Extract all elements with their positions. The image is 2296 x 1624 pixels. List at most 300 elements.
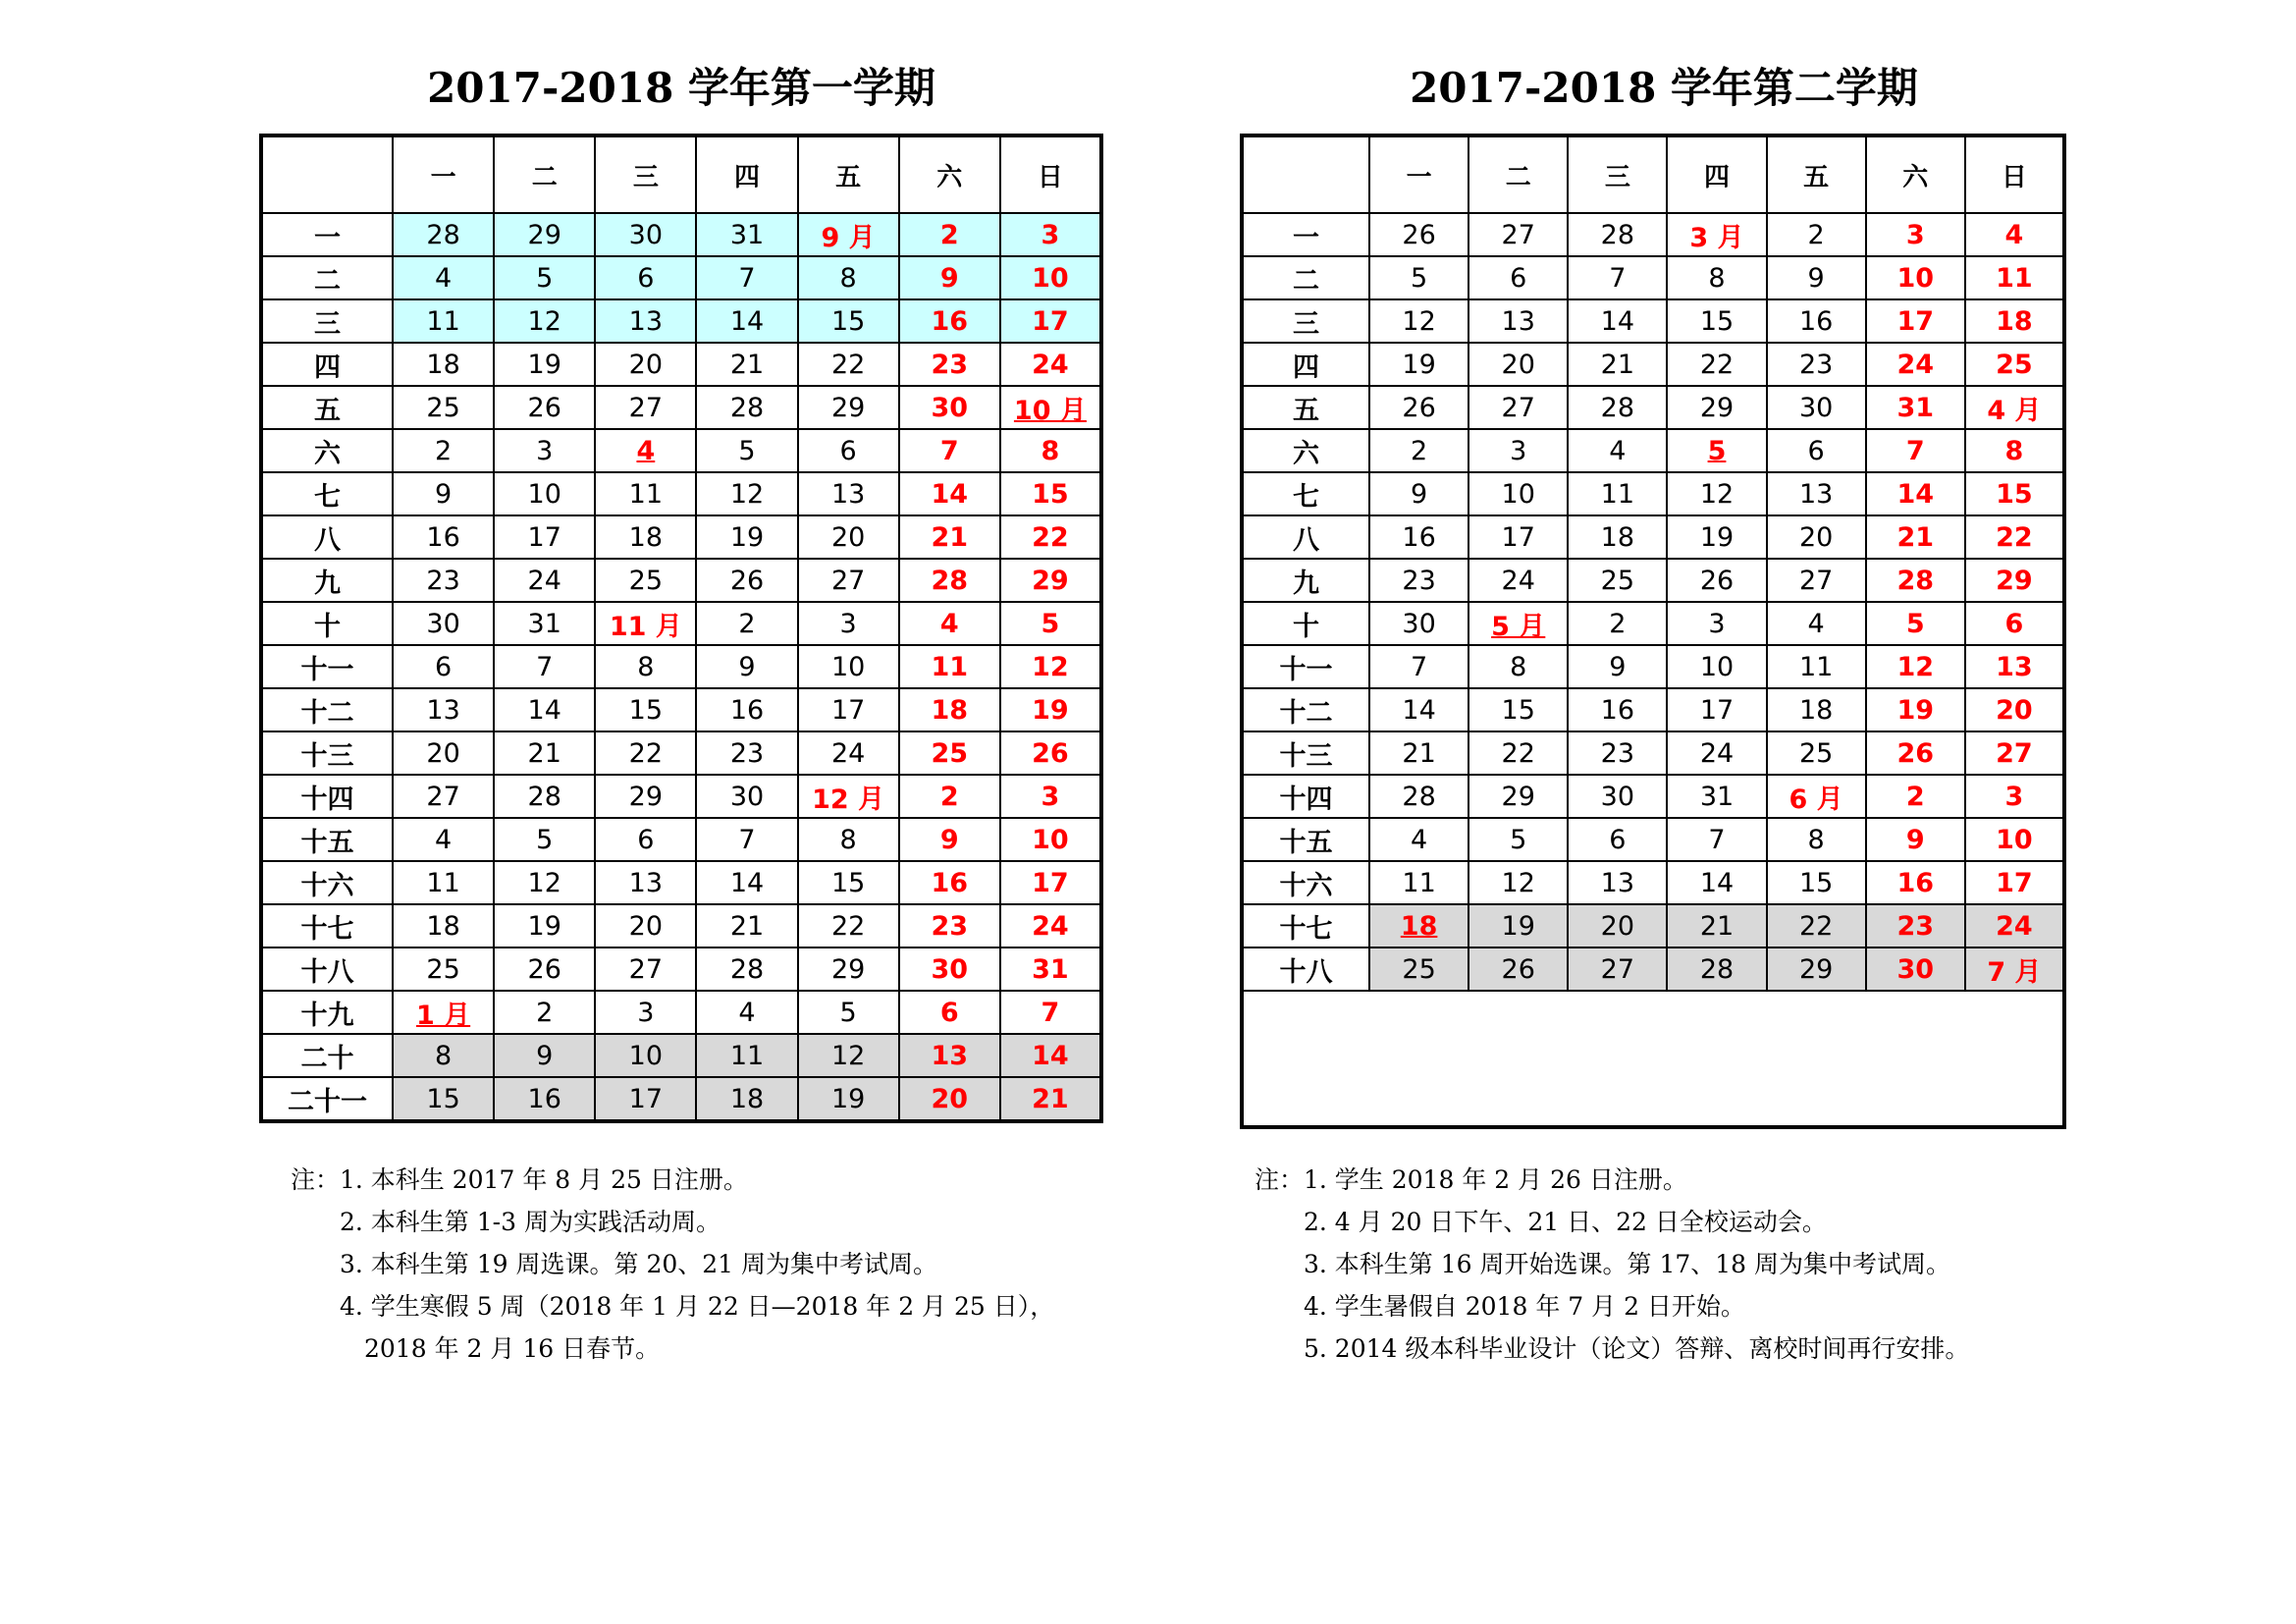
date-cell: 30 <box>1568 775 1667 818</box>
date-cell: 13 <box>1965 645 2064 688</box>
date-cell: 12 <box>696 472 797 515</box>
date-cell: 8 <box>798 256 899 299</box>
date-cell: 10 <box>494 472 595 515</box>
semester2-title: 2017-2018 学年第二学期 <box>1410 64 1918 112</box>
date-cell: 16 <box>696 688 797 731</box>
date-cell: 14 <box>1667 861 1766 904</box>
date-cell: 11 <box>1369 861 1468 904</box>
date-cell: 11 <box>1568 472 1667 515</box>
date-cell: 17 <box>1965 861 2064 904</box>
date-cell: 1 月 <box>393 991 494 1034</box>
date-cell: 30 <box>595 213 696 256</box>
date-cell: 16 <box>1369 515 1468 559</box>
date-cell: 16 <box>494 1077 595 1121</box>
date-cell: 25 <box>595 559 696 602</box>
date-cell: 20 <box>899 1077 1000 1121</box>
date-cell: 29 <box>1965 559 2064 602</box>
week-number-cell: 二十一 <box>261 1077 393 1121</box>
date-cell: 11 <box>1767 645 1866 688</box>
date-cell: 10 <box>1866 256 1965 299</box>
date-cell: 22 <box>798 904 899 947</box>
weekday-header: 四 <box>696 135 797 213</box>
date-cell: 22 <box>798 343 899 386</box>
date-cell: 12 <box>1468 861 1568 904</box>
date-cell: 27 <box>595 947 696 991</box>
date-cell: 8 <box>595 645 696 688</box>
date-cell: 21 <box>899 515 1000 559</box>
date-cell: 2 <box>696 602 797 645</box>
date-cell: 2 <box>494 991 595 1034</box>
date-cell: 25 <box>1568 559 1667 602</box>
date-cell: 16 <box>899 861 1000 904</box>
date-cell: 28 <box>899 559 1000 602</box>
date-cell: 5 <box>1369 256 1468 299</box>
date-cell: 3 <box>1000 213 1101 256</box>
date-cell: 19 <box>1000 688 1101 731</box>
week-row <box>1242 213 2064 256</box>
date-cell: 4 <box>1767 602 1866 645</box>
week-row <box>1242 299 2064 343</box>
week-number-cell: 十六 <box>261 861 393 904</box>
week-number-cell: 七 <box>1242 472 1369 515</box>
week-row <box>1242 559 2064 602</box>
date-cell: 2 <box>1767 213 1866 256</box>
week-row <box>261 1077 1101 1121</box>
date-cell: 11 <box>393 299 494 343</box>
week-number-cell: 六 <box>261 429 393 472</box>
week-row <box>1242 775 2064 818</box>
week-number-cell: 十三 <box>1242 731 1369 775</box>
date-cell: 17 <box>595 1077 696 1121</box>
date-cell: 8 <box>1767 818 1866 861</box>
weekday-header: 五 <box>798 135 899 213</box>
date-cell: 27 <box>1568 947 1667 991</box>
date-cell: 10 <box>595 1034 696 1077</box>
date-cell: 4 <box>1369 818 1468 861</box>
date-cell: 25 <box>1767 731 1866 775</box>
date-cell: 28 <box>1568 213 1667 256</box>
date-cell: 6 月 <box>1767 775 1866 818</box>
week-row <box>1242 256 2064 299</box>
week-number-cell: 十 <box>261 602 393 645</box>
date-cell: 25 <box>1965 343 2064 386</box>
week-number-cell: 十三 <box>261 731 393 775</box>
date-cell: 14 <box>494 688 595 731</box>
date-cell: 2 <box>393 429 494 472</box>
date-cell: 10 月 <box>1000 386 1101 429</box>
date-cell: 24 <box>1866 343 1965 386</box>
date-cell: 6 <box>798 429 899 472</box>
week-number-cell: 五 <box>1242 386 1369 429</box>
date-cell: 15 <box>1767 861 1866 904</box>
date-cell: 9 <box>1767 256 1866 299</box>
date-cell: 14 <box>899 472 1000 515</box>
date-cell: 24 <box>1000 343 1101 386</box>
date-cell: 28 <box>393 213 494 256</box>
week-number-cell: 十四 <box>261 775 393 818</box>
date-cell: 23 <box>899 904 1000 947</box>
date-cell: 7 <box>494 645 595 688</box>
week-number-cell: 十四 <box>1242 775 1369 818</box>
date-cell: 20 <box>1568 904 1667 947</box>
date-cell: 2 <box>1369 429 1468 472</box>
date-cell: 26 <box>1369 213 1468 256</box>
week-row <box>261 515 1101 559</box>
date-cell: 10 <box>1667 645 1766 688</box>
date-cell: 4 <box>1568 429 1667 472</box>
date-cell: 4 <box>1965 213 2064 256</box>
date-cell: 26 <box>1667 559 1766 602</box>
date-cell: 21 <box>1866 515 1965 559</box>
date-cell: 19 <box>696 515 797 559</box>
date-cell: 23 <box>899 343 1000 386</box>
date-cell: 4 月 <box>1965 386 2064 429</box>
date-cell: 5 <box>1468 818 1568 861</box>
date-cell: 2 <box>1866 775 1965 818</box>
date-cell: 17 <box>798 688 899 731</box>
date-cell: 27 <box>1468 213 1568 256</box>
date-cell: 30 <box>899 386 1000 429</box>
date-cell: 9 <box>899 818 1000 861</box>
date-cell: 18 <box>1965 299 2064 343</box>
date-cell: 20 <box>1767 515 1866 559</box>
date-cell: 21 <box>1369 731 1468 775</box>
date-cell: 27 <box>1767 559 1866 602</box>
semester2-notes <box>1255 1159 1969 1370</box>
date-cell: 26 <box>1866 731 1965 775</box>
week-number-cell: 三 <box>261 299 393 343</box>
date-cell: 29 <box>1667 386 1766 429</box>
date-cell: 8 <box>1000 429 1101 472</box>
date-cell: 14 <box>696 299 797 343</box>
date-cell: 14 <box>1000 1034 1101 1077</box>
date-cell: 22 <box>595 731 696 775</box>
date-cell: 11 <box>595 472 696 515</box>
date-cell: 15 <box>798 861 899 904</box>
date-cell: 8 <box>1667 256 1766 299</box>
week-number-cell: 十二 <box>1242 688 1369 731</box>
date-cell: 21 <box>1568 343 1667 386</box>
week-row <box>261 213 1101 256</box>
weekday-header: 六 <box>1866 135 1965 213</box>
week-number-cell: 七 <box>261 472 393 515</box>
note-line: 5. 2014 级本科毕业设计（论文）答辩、离校时间再行安排。 <box>1255 1334 1970 1363</box>
date-cell: 7 <box>696 818 797 861</box>
date-cell: 5 <box>1000 602 1101 645</box>
date-cell: 22 <box>1965 515 2064 559</box>
date-cell: 24 <box>1667 731 1766 775</box>
date-cell: 12 <box>798 1034 899 1077</box>
week-number-cell: 六 <box>1242 429 1369 472</box>
weekday-header: 六 <box>899 135 1000 213</box>
date-cell: 7 月 <box>1965 947 2064 991</box>
date-cell: 9 <box>1369 472 1468 515</box>
date-cell: 14 <box>1568 299 1667 343</box>
date-cell: 18 <box>1767 688 1866 731</box>
date-cell: 28 <box>494 775 595 818</box>
date-cell: 6 <box>1965 602 2064 645</box>
date-cell: 29 <box>595 775 696 818</box>
date-cell: 4 <box>393 256 494 299</box>
date-cell: 20 <box>1468 343 1568 386</box>
date-cell: 28 <box>1866 559 1965 602</box>
date-cell: 10 <box>1000 256 1101 299</box>
week-number-cell: 八 <box>261 515 393 559</box>
date-cell: 3 月 <box>1667 213 1766 256</box>
date-cell: 3 <box>1965 775 2064 818</box>
date-cell: 28 <box>696 947 797 991</box>
date-cell: 9 <box>1866 818 1965 861</box>
date-cell: 6 <box>1767 429 1866 472</box>
date-cell: 19 <box>494 904 595 947</box>
week-row <box>261 1034 1101 1077</box>
date-cell: 29 <box>798 386 899 429</box>
date-cell: 29 <box>1000 559 1101 602</box>
week-row <box>261 429 1101 472</box>
week-row <box>1242 861 2064 904</box>
date-cell: 15 <box>1965 472 2064 515</box>
date-cell: 11 <box>1965 256 2064 299</box>
date-cell: 21 <box>1667 904 1766 947</box>
date-cell: 31 <box>696 213 797 256</box>
date-cell: 9 <box>1568 645 1667 688</box>
date-cell: 31 <box>1667 775 1766 818</box>
date-cell: 8 <box>393 1034 494 1077</box>
week-row <box>1242 429 2064 472</box>
week-number-cell: 二 <box>261 256 393 299</box>
header-row <box>1242 135 2064 213</box>
date-cell: 29 <box>1767 947 1866 991</box>
date-cell: 7 <box>1667 818 1766 861</box>
date-cell: 29 <box>798 947 899 991</box>
date-cell: 16 <box>1767 299 1866 343</box>
date-cell: 26 <box>1000 731 1101 775</box>
date-cell: 28 <box>696 386 797 429</box>
week-row <box>261 947 1101 991</box>
date-cell: 18 <box>1369 904 1468 947</box>
date-cell: 12 <box>1369 299 1468 343</box>
week-number-cell: 二十 <box>261 1034 393 1077</box>
date-cell: 7 <box>899 429 1000 472</box>
date-cell: 10 <box>1468 472 1568 515</box>
date-cell: 12 <box>494 299 595 343</box>
note-line: 3. 本科生第 19 周选课。第 20、21 周为集中考试周。 <box>291 1250 938 1278</box>
date-cell: 3 <box>798 602 899 645</box>
date-cell: 22 <box>1000 515 1101 559</box>
weekday-header: 五 <box>1767 135 1866 213</box>
date-cell: 3 <box>494 429 595 472</box>
date-cell: 9 月 <box>798 213 899 256</box>
week-number-cell: 一 <box>261 213 393 256</box>
date-cell: 14 <box>696 861 797 904</box>
date-cell: 16 <box>1568 688 1667 731</box>
weekday-header: 一 <box>1369 135 1468 213</box>
date-cell: 21 <box>696 343 797 386</box>
date-cell: 12 <box>1866 645 1965 688</box>
date-cell: 9 <box>393 472 494 515</box>
date-cell: 4 <box>696 991 797 1034</box>
date-cell: 15 <box>1468 688 1568 731</box>
date-cell: 13 <box>899 1034 1000 1077</box>
week-number-cell: 十一 <box>1242 645 1369 688</box>
week-row <box>1242 515 2064 559</box>
date-cell: 17 <box>1000 299 1101 343</box>
date-cell: 18 <box>1568 515 1667 559</box>
date-cell: 20 <box>798 515 899 559</box>
week-number-cell: 十八 <box>1242 947 1369 991</box>
date-cell: 23 <box>1568 731 1667 775</box>
date-cell: 27 <box>1965 731 2064 775</box>
date-cell: 30 <box>899 947 1000 991</box>
week-row <box>261 602 1101 645</box>
date-cell: 16 <box>899 299 1000 343</box>
week-number-cell: 十二 <box>261 688 393 731</box>
weekday-header: 日 <box>1965 135 2064 213</box>
week-row <box>1242 386 2064 429</box>
weekday-header: 三 <box>1568 135 1667 213</box>
week-number-cell: 十五 <box>261 818 393 861</box>
date-cell: 30 <box>1767 386 1866 429</box>
date-cell: 6 <box>1468 256 1568 299</box>
date-cell: 4 <box>595 429 696 472</box>
date-cell: 18 <box>595 515 696 559</box>
week-number-cell: 十七 <box>1242 904 1369 947</box>
date-cell: 6 <box>899 991 1000 1034</box>
week-row <box>261 818 1101 861</box>
week-number-cell: 十一 <box>261 645 393 688</box>
date-cell: 20 <box>1965 688 2064 731</box>
week-row <box>1242 904 2064 947</box>
note-line: 注：1. 学生 2018 年 2 月 26 日注册。 <box>1255 1165 1687 1194</box>
note-line: 注：1. 本科生 2017 年 8 月 25 日注册。 <box>291 1165 748 1194</box>
date-cell: 4 <box>899 602 1000 645</box>
date-cell: 22 <box>1468 731 1568 775</box>
date-cell: 6 <box>595 818 696 861</box>
semester2-calendar-table <box>1240 134 2066 1129</box>
date-cell: 8 <box>798 818 899 861</box>
date-cell: 28 <box>1667 947 1766 991</box>
week-row <box>1242 343 2064 386</box>
date-cell: 2 <box>899 775 1000 818</box>
weekday-header: 二 <box>494 135 595 213</box>
week-row <box>261 731 1101 775</box>
date-cell: 29 <box>494 213 595 256</box>
date-cell: 28 <box>1369 775 1468 818</box>
date-cell: 3 <box>1000 775 1101 818</box>
date-cell: 18 <box>696 1077 797 1121</box>
date-cell: 29 <box>1468 775 1568 818</box>
date-cell: 12 <box>1000 645 1101 688</box>
date-cell: 3 <box>1667 602 1766 645</box>
date-cell: 26 <box>494 386 595 429</box>
date-cell: 14 <box>1866 472 1965 515</box>
week-row <box>261 688 1101 731</box>
date-cell: 15 <box>1667 299 1766 343</box>
date-cell: 6 <box>595 256 696 299</box>
date-cell: 30 <box>393 602 494 645</box>
empty-filler-cell <box>1242 991 2064 1127</box>
note-line: 2. 本科生第 1-3 周为实践活动周。 <box>291 1208 721 1236</box>
date-cell: 13 <box>1568 861 1667 904</box>
date-cell: 12 <box>1667 472 1766 515</box>
date-cell: 23 <box>1767 343 1866 386</box>
date-cell: 17 <box>1667 688 1766 731</box>
date-cell: 24 <box>1000 904 1101 947</box>
week-number-cell: 二 <box>1242 256 1369 299</box>
empty-filler-row <box>1242 991 2064 1127</box>
date-cell: 20 <box>595 904 696 947</box>
date-cell: 13 <box>798 472 899 515</box>
date-cell: 25 <box>1369 947 1468 991</box>
semester1-notes <box>291 1159 1054 1370</box>
week-number-cell: 四 <box>1242 343 1369 386</box>
date-cell: 23 <box>696 731 797 775</box>
date-cell: 18 <box>393 904 494 947</box>
date-cell: 23 <box>393 559 494 602</box>
note-line: 4. 学生寒假 5 周（2018 年 1 月 22 日—2018 年 2 月 25 日）， <box>291 1292 1055 1321</box>
date-cell: 21 <box>696 904 797 947</box>
date-cell: 23 <box>1866 904 1965 947</box>
date-cell: 9 <box>494 1034 595 1077</box>
week-row <box>261 559 1101 602</box>
date-cell: 13 <box>393 688 494 731</box>
date-cell: 7 <box>696 256 797 299</box>
date-cell: 7 <box>1568 256 1667 299</box>
date-cell: 31 <box>1866 386 1965 429</box>
week-row <box>261 645 1101 688</box>
date-cell: 15 <box>595 688 696 731</box>
header-row <box>261 135 1101 213</box>
date-cell: 2 <box>899 213 1000 256</box>
week-row <box>1242 602 2064 645</box>
date-cell: 5 <box>1866 602 1965 645</box>
date-cell: 19 <box>1468 904 1568 947</box>
date-cell: 9 <box>899 256 1000 299</box>
week-row <box>1242 947 2064 991</box>
weekday-header: 四 <box>1667 135 1766 213</box>
week-number-cell: 五 <box>261 386 393 429</box>
date-cell: 26 <box>1369 386 1468 429</box>
week-row <box>1242 818 2064 861</box>
date-cell: 19 <box>1866 688 1965 731</box>
date-cell: 31 <box>494 602 595 645</box>
date-cell: 18 <box>899 688 1000 731</box>
week-number-cell: 三 <box>1242 299 1369 343</box>
date-cell: 30 <box>1369 602 1468 645</box>
header-corner-cell <box>1242 135 1369 213</box>
date-cell: 12 月 <box>798 775 899 818</box>
date-cell: 13 <box>1767 472 1866 515</box>
date-cell: 8 <box>1468 645 1568 688</box>
date-cell: 17 <box>494 515 595 559</box>
note-line: 3. 本科生第 16 周开始选课。第 17、18 周为集中考试周。 <box>1255 1250 1951 1278</box>
date-cell: 21 <box>1000 1077 1101 1121</box>
date-cell: 19 <box>1369 343 1468 386</box>
date-cell: 13 <box>595 299 696 343</box>
date-cell: 5 月 <box>1468 602 1568 645</box>
date-cell: 3 <box>1866 213 1965 256</box>
week-row <box>261 299 1101 343</box>
header-corner-cell <box>261 135 393 213</box>
week-number-cell: 十六 <box>1242 861 1369 904</box>
date-cell: 24 <box>798 731 899 775</box>
date-cell: 24 <box>1965 904 2064 947</box>
date-cell: 17 <box>1866 299 1965 343</box>
week-row <box>261 386 1101 429</box>
date-cell: 6 <box>1568 818 1667 861</box>
week-number-cell: 十 <box>1242 602 1369 645</box>
date-cell: 10 <box>798 645 899 688</box>
